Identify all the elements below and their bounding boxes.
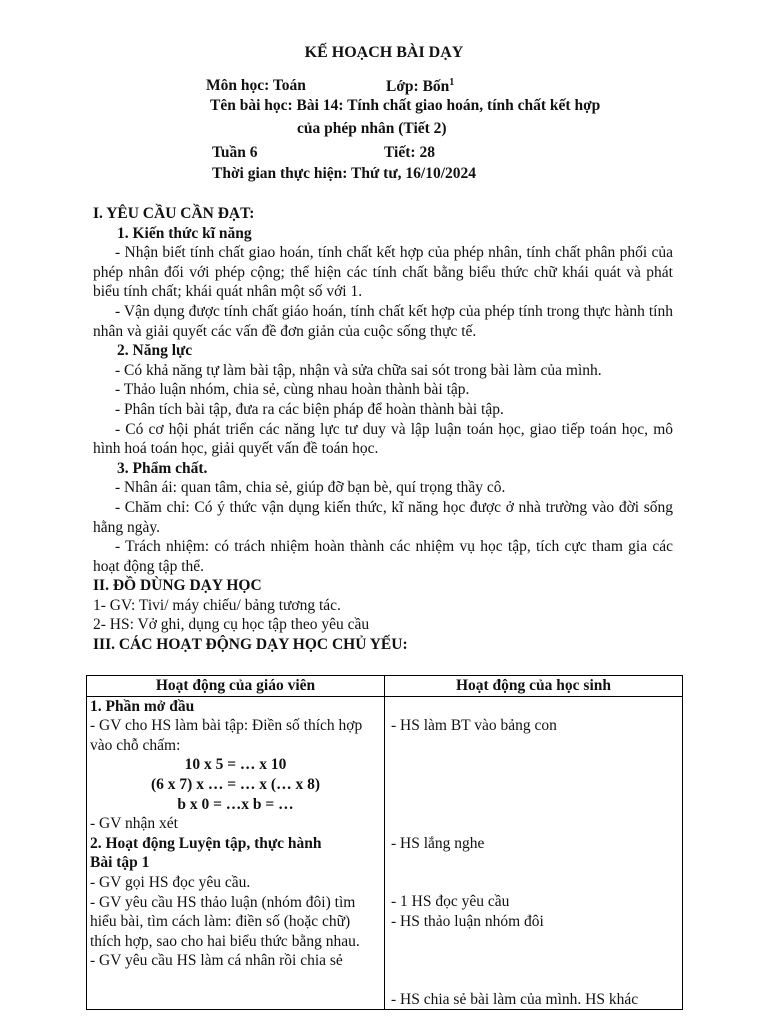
lesson-title-line2: của phép nhân (Tiết 2): [297, 120, 447, 137]
equation: 10 x 5 = … x 10: [184, 756, 287, 774]
paragraph: - Vận dụng được tính chất giáo hoán, tính chất kết hợp của phép tính trong thực hành tính nhân và giải quyết các vấn đề đơn giản của cuộc sống thực tế.: [93, 302, 673, 340]
teacher-step: - GV nhận xét: [90, 815, 178, 833]
document-body: [93, 204, 673, 655]
subsection-knowledge-heading: 1. Kiến thức kĩ năng: [117, 224, 252, 242]
student-step: - 1 HS đọc yêu cầu: [391, 892, 510, 910]
section-materials-heading: II. ĐỒ DÙNG DẠY HỌC: [93, 577, 262, 595]
student-step: - HS lắng nghe: [391, 834, 485, 852]
time-label: Thời gian thực hiện: Thứ tư, 16/10/2024: [212, 165, 477, 182]
teacher-step: - GV cho HS làm bài tập: Điền số thích hợp vào chỗ chấm:: [90, 717, 363, 754]
period-label: Tiết: 28: [384, 144, 435, 161]
section-activities-heading: III. CÁC HOẠT ĐỘNG DẠY HỌC CHỦ YẾU:: [93, 636, 408, 654]
exercise-heading: Bài tập 1: [90, 854, 150, 872]
section-requirements-heading: I. YÊU CẦU CẦN ĐẠT:: [93, 205, 255, 222]
paragraph: 1- GV: Tivi/ máy chiếu/ bảng tương tác.: [93, 596, 341, 614]
document-title: KẾ HOẠCH BÀI DẠY: [304, 44, 464, 61]
teacher-step: - GV gọi HS đọc yêu cầu.: [90, 873, 251, 891]
paragraph: - Có cơ hội phát triển các năng lực tư duy và lập luận toán học, giao tiếp toán học, mô hình hoá toán học, giải quyết vấn đề toán học.: [93, 420, 673, 458]
paragraph: - Phân tích bài tập, đưa ra các biện pháp để hoàn thành bài tập.: [115, 400, 504, 418]
teacher-column-header: Hoạt động của giáo viên: [87, 676, 385, 697]
paragraph: - Nhân ái: quan tâm, chia sẻ, giúp đỡ bạn bè, quí trọng thầy cô.: [115, 479, 506, 497]
lesson-title-line1: Tên bài học: Bài 14: Tính chất giao hoán, tính chất kết hợp: [210, 97, 601, 114]
paragraph: - Thảo luận nhóm, chia sẻ, cùng nhau hoàn thành bài tập.: [115, 381, 470, 399]
subsection-qualities-heading: 3. Phẩm chất.: [117, 459, 208, 477]
table-header-row: [87, 676, 683, 697]
grade-label: Lớp: Bốn$^1$: [386, 77, 455, 96]
activity-heading: 2. Hoạt động Luyện tập, thực hành: [90, 834, 322, 852]
student-column-header: Hoạt động của học sinh: [385, 676, 683, 697]
paragraph: - Nhận biết tính chất giao hoán, tính chất kết hợp của phép nhân, tính chất phân phối của phép nhân đối với phép cộng; thể hiện các tính chất bằng biểu thức chữ khái quát và phát biểu tính chất; khái quát nhân một số với 1.: [93, 244, 673, 301]
week-label: Tuần 6: [212, 144, 258, 161]
paragraph: - Trách nhiệm: có trách nhiệm hoàn thành các nhiệm vụ học tập, tích cực tham gia các hoạt động tập thể.: [93, 538, 673, 575]
student-step: - HS thảo luận nhóm đôi: [391, 912, 544, 930]
student-step: - HS chia sẻ bài làm của mình. HS khác: [391, 990, 639, 1008]
student-activities-cell: [385, 696, 683, 1009]
teacher-activities-cell: [87, 696, 385, 1009]
subsection-competency-heading: 2. Năng lực: [117, 342, 193, 360]
paragraph: - Chăm chỉ: Có ý thức vận dụng kiến thức, kĩ năng học được ở nhà trường vào đời sống hằng ngày.: [93, 498, 673, 536]
grade-superscript: 1: [449, 77, 455, 88]
subject-label: Môn học: Toán: [206, 77, 306, 94]
teacher-step: - GV yêu cầu HS thảo luận (nhóm đôi) tìm hiểu bài, tìm cách làm: điền số (hoặc chữ) thích hợp, sao cho hai biểu thức bằng nhau.: [90, 893, 360, 950]
activities-table: [86, 675, 683, 1010]
equation: (6 x 7) x … = … x (… x 8): [151, 775, 320, 793]
paragraph: 2- HS: Vở ghi, dụng cụ học tập theo yêu cầu: [93, 616, 370, 634]
paragraph: - Có khả năng tự làm bài tập, nhận và sửa chữa sai sót trong bài làm của mình.: [115, 361, 602, 379]
activity-heading: 1. Phần mở đầu: [90, 697, 195, 715]
equation: b x 0 = …x b = …: [177, 795, 294, 813]
teacher-step: - GV yêu cầu HS làm cá nhân rồi chia sẻ: [90, 952, 343, 970]
table-row: [87, 696, 683, 1009]
student-step: - HS làm BT vào bảng con: [391, 716, 557, 734]
